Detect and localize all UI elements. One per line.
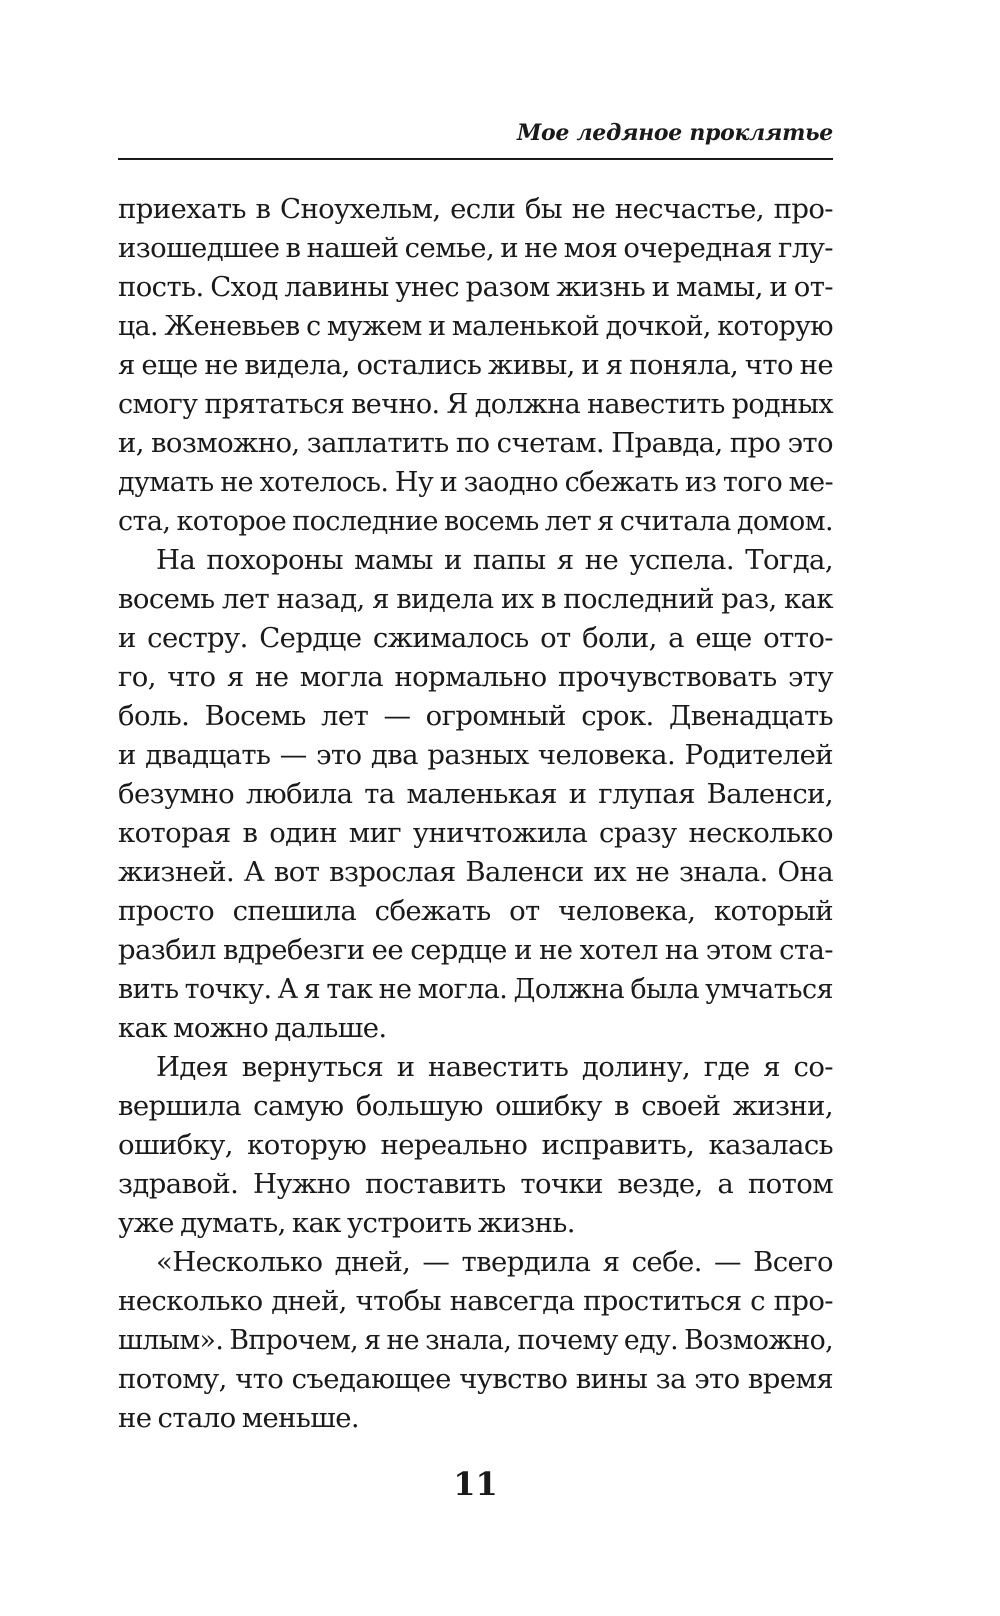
text-line: жизней. А вот взрослая Валенси их не знала. Она — [118, 856, 833, 888]
text-line: потому, что съедающее чувство вины за это время — [118, 1363, 833, 1395]
text-line: и сестру. Сердце сжималось от боли, а еще отто- — [118, 622, 833, 654]
text-line: боль. Восемь лет — огромный срок. Двенадцать — [118, 700, 833, 732]
paragraph-3 — [118, 1048, 833, 1243]
text-line: просто спешила сбежать от человека, который — [118, 895, 833, 927]
running-header-title: Мое ледяное проклятье — [517, 120, 833, 146]
text-line: «Несколько дней, — твердила я себе. — Всего — [156, 1246, 833, 1278]
text-line: разбил вдребезги ее сердце и не хотел на этом ста- — [118, 934, 833, 966]
text-line: вершила самую большую ошибку в своей жизни, — [118, 1090, 833, 1122]
text-line: и, возможно, заплатить по счетам. Правда, про это — [118, 427, 833, 459]
text-line: и двадцать — это два разных человека. Родителей — [118, 739, 833, 771]
text-line: я еще не видела, остались живы, и я поняла, что не — [118, 349, 833, 381]
text-line: уже думать, как устроить жизнь. — [118, 1207, 575, 1239]
text-line: Идея вернуться и навестить долину, где я со- — [156, 1051, 833, 1083]
text-line: ста, которое последние восемь лет я считала домом. — [118, 506, 833, 537]
text-line: здравой. Нужно поставить точки везде, а потом — [118, 1168, 833, 1200]
text-line: смогу прятаться вечно. Я должна навестить родных — [118, 389, 833, 420]
text-line: как можно дальше. — [118, 1012, 387, 1044]
paragraph-2 — [118, 541, 833, 1048]
text-line: изошедшее в нашей семье, и не моя очередная глу- — [118, 232, 833, 264]
text-line: думать не хотелось. Ну и заодно сбежать из того ме- — [118, 467, 833, 498]
text-line: ошибку, которую нереально исправить, казалась — [118, 1129, 833, 1161]
text-line: приехать в Сноухельм, если бы не несчастье, про- — [118, 193, 833, 225]
header-divider — [118, 158, 833, 160]
text-line: ца. Женевьев с мужем и маленькой дочкой, которую — [118, 311, 833, 342]
text-line: шлым». Впрочем, я не знала, почему еду. Возможно, — [118, 1325, 833, 1356]
text-line: не стало меньше. — [118, 1402, 360, 1434]
text-line: го, что я не могла нормально прочувствовать эту — [118, 661, 833, 693]
paragraph-1 — [118, 190, 833, 541]
paragraph-4 — [118, 1243, 833, 1438]
text-line: которая в один миг уничтожила сразу несколько — [118, 817, 833, 849]
text-line: безумно любила та маленькая и глупая Валенси, — [118, 778, 833, 810]
text-line: вить точку. А я так не могла. Должна была умчаться — [118, 974, 833, 1005]
text-line: На похороны мамы и папы я не успела. Тогда, — [156, 544, 833, 576]
text-line: пость. Сход лавины унес разом жизнь и мамы, и от- — [118, 271, 833, 303]
body-text — [118, 190, 833, 1438]
page-number: 11 — [453, 1465, 498, 1503]
text-line: несколько дней, чтобы навсегда проститься с про- — [118, 1285, 833, 1317]
text-line: восемь лет назад, я видела их в последний раз, как — [118, 583, 833, 615]
